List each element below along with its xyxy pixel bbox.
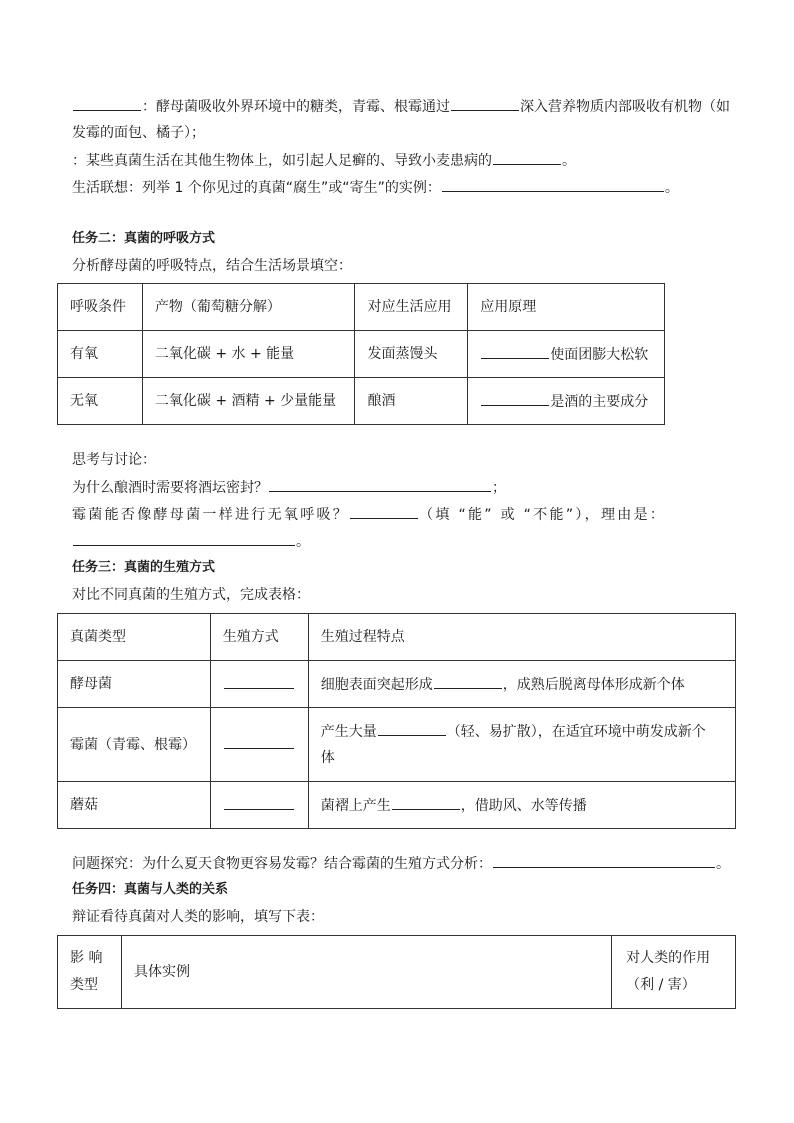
- table-header-row: [58, 614, 736, 661]
- life-link-line: [72, 176, 732, 199]
- task4-intro: 辩证看待真菌对人类的影响，填写下表：: [72, 909, 324, 925]
- cell: [210, 782, 308, 829]
- cell: 酵母菌: [58, 661, 211, 708]
- answer-blank[interactable]: [493, 852, 715, 868]
- header-cell: 呼吸条件: [58, 284, 143, 331]
- answer-blank[interactable]: [392, 794, 460, 810]
- nutrition-line-2: 发霉的面包、橘子）；: [72, 125, 205, 141]
- cell: [210, 708, 308, 782]
- text: 对人类的作用: [626, 950, 711, 966]
- text: 影 响: [70, 950, 103, 966]
- reproduction-table: [57, 613, 736, 829]
- text: 深入营养物质内部吸收有机物（如: [520, 99, 730, 115]
- cell: [308, 661, 735, 708]
- header-cell: [58, 936, 122, 1009]
- answer-blank[interactable]: [481, 343, 549, 359]
- text: 使面团膨大松软: [550, 346, 649, 363]
- table-row: [58, 331, 665, 378]
- cell: 二氧化碳 + 酒精 + 少量能量: [142, 378, 355, 425]
- answer-blank[interactable]: [378, 720, 446, 736]
- think-q2: [72, 503, 732, 526]
- text: 产生大量: [320, 723, 377, 740]
- text: （利 / 害）: [626, 977, 696, 993]
- cell: 二氧化碳 + 水 + 能量: [142, 331, 355, 378]
- cell: [308, 782, 735, 829]
- table-row: [58, 378, 665, 425]
- task2-intro: 分析酵母菌的呼吸特点，结合生活场景填空：: [72, 258, 352, 274]
- text: 类型: [70, 977, 98, 993]
- text: 霉菌能否像酵母菌一样进行无氧呼吸？: [72, 507, 350, 523]
- text: 是酒的主要成分: [550, 393, 649, 410]
- explore-question: [72, 852, 732, 875]
- text: ，成熟后脱离母体形成新个体: [502, 676, 685, 693]
- text: ，借助风、水等传播: [460, 797, 587, 814]
- answer-blank[interactable]: [224, 794, 294, 810]
- header-cell: 产物（葡萄糖分解）: [142, 284, 355, 331]
- header-cell: 对应生活应用: [355, 284, 468, 331]
- table-header-row: [58, 284, 665, 331]
- parasitic-line: [72, 149, 732, 172]
- table-row: [58, 708, 736, 782]
- task2-title: 任务二：真菌的呼吸方式: [72, 231, 216, 246]
- text: ：酵母菌吸收外界环境中的糖类，青霉、根霉通过: [142, 99, 450, 115]
- cell: 发面蒸馒头: [355, 331, 468, 378]
- cell: 有氧: [58, 331, 143, 378]
- text: 。: [716, 856, 730, 872]
- task3-title: 任务三：真菌的生殖方式: [72, 560, 216, 575]
- header-cell: 生殖过程特点: [308, 614, 735, 661]
- table-header-row: [58, 936, 736, 1009]
- cell: 无氧: [58, 378, 143, 425]
- answer-blank[interactable]: [73, 95, 141, 111]
- header-cell: 真菌类型: [58, 614, 211, 661]
- answer-blank[interactable]: [493, 149, 561, 165]
- text: 。: [664, 180, 679, 196]
- answer-blank[interactable]: [73, 530, 295, 546]
- think-q2-reason: [72, 530, 732, 553]
- answer-blank[interactable]: [224, 733, 294, 749]
- header-cell: 生殖方式: [210, 614, 308, 661]
- cell: [210, 661, 308, 708]
- answer-blank[interactable]: [269, 476, 491, 492]
- impact-table: [57, 935, 736, 1009]
- table-row: [58, 661, 736, 708]
- header-cell: 应用原理: [468, 284, 665, 331]
- text: 生活联想：列举 1 个你见过的真菌“腐生”或“寄生”的实例：: [72, 180, 441, 196]
- text: （填 “能” 或 “不能”），理由是：: [419, 507, 667, 523]
- answer-blank[interactable]: [481, 390, 549, 406]
- text: 菌褶上产生: [320, 797, 391, 814]
- answer-blank[interactable]: [451, 95, 519, 111]
- cell: [308, 708, 735, 782]
- task4-title: 任务四：真菌与人类的关系: [72, 882, 229, 897]
- think-label: 思考与讨论：: [72, 452, 156, 468]
- answer-blank[interactable]: [442, 176, 664, 192]
- text: 。: [296, 534, 310, 550]
- text: （轻、易扩散），在适宜环境中萌发成新个: [446, 723, 706, 740]
- header-cell: 具体实例: [121, 936, 611, 1009]
- cell: 酿酒: [355, 378, 468, 425]
- respiration-table: [57, 283, 665, 425]
- text: 为什么酿酒时需要将酒坛密封？: [72, 480, 268, 496]
- think-q1: [72, 476, 732, 499]
- text: 问题探究：为什么夏天食物更容易发霉？结合霉菌的生殖方式分析：: [72, 856, 492, 872]
- table-row: [58, 782, 736, 829]
- text: ：某些真菌生活在其他生物体上，如引起人足癣的、导致小麦患病的: [72, 153, 492, 169]
- cell: [468, 331, 665, 378]
- answer-blank[interactable]: [434, 673, 502, 689]
- text: 体: [320, 749, 335, 766]
- cell: 蘑菇: [58, 782, 211, 829]
- answer-blank[interactable]: [350, 503, 418, 519]
- nutrition-line-1: [72, 95, 732, 118]
- text: 细胞表面突起形成: [320, 676, 433, 693]
- text: ；: [492, 480, 506, 496]
- cell: [468, 378, 665, 425]
- header-cell: [612, 936, 736, 1009]
- cell: 霉菌（青霉、根霉）: [58, 708, 211, 782]
- task3-intro: 对比不同真菌的生殖方式，完成表格：: [72, 587, 310, 603]
- answer-blank[interactable]: [224, 673, 294, 689]
- text: 。: [562, 153, 576, 169]
